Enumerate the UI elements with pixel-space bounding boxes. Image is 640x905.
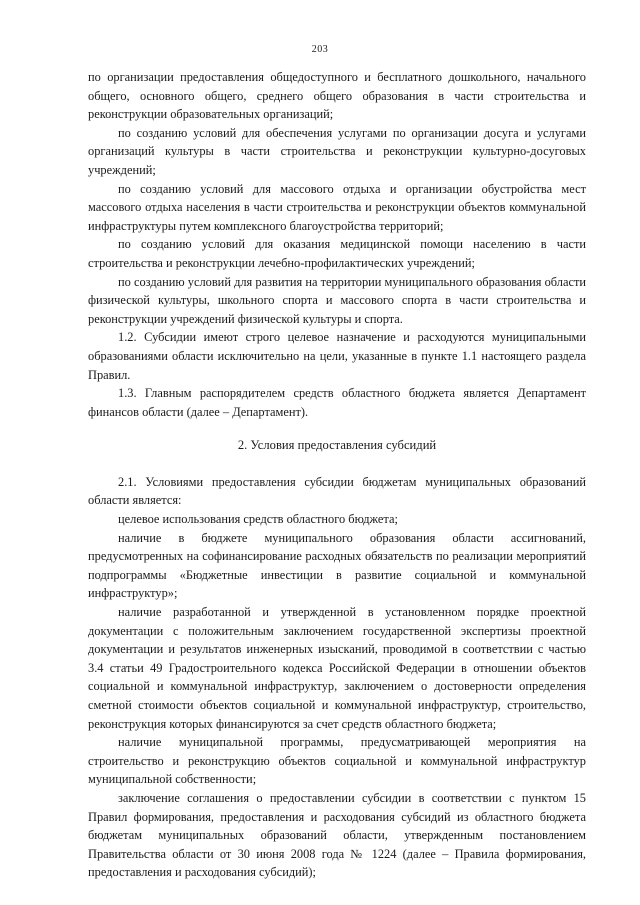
section-heading: 2. Условия предоставления субсидий — [237, 438, 437, 453]
document-body — [88, 68, 586, 882]
paragraph: 1.3. Главным распорядителем средств областного бюджета является Департамент финансов области (далее – Департамент). — [88, 386, 586, 419]
paragraph: по созданию условий для массового отдыха и организации обустройства мест массового отдыха населения в части строительства и реконструкции объектов коммунальной инфраструктуры путем комплексного благоустройства территорий; — [88, 181, 586, 233]
paragraph: по созданию условий для обеспечения услугами по организации досуга и услугами организаций культуры в части строительства и реконструкции культурно-досуговых учреждений; — [88, 125, 586, 177]
paragraph: по созданию условий для развития на территории муниципального образования области физической культуры, школьного спорта и массового спорта в части строительства и реконструкции учреждений физической культуры и спорта. — [88, 274, 586, 326]
paragraph: наличие в бюджете муниципального образования области ассигнований, предусмотренных на софинансирование расходных обязательств по реализации мероприятий подпрограммы «Бюджетные инвестиции в развитие социальной и коммунальной инфраструктур»; — [88, 530, 586, 601]
paragraph: по созданию условий для оказания медицинской помощи населению в части строительства и реконструкции лечебно-профилактических учреждений; — [88, 237, 586, 270]
paragraph: заключение соглашения о предоставлении субсидии в соответствии с пунктом 15 Правил формирования, предоставления и расходования субсидий из областного бюджета бюджетам муниципальных образований области, утвержденным постановлением Правительства области от 30 июня 2008 года № 1224 (далее – Правила формирования, предоставления и расходования субсидий); — [88, 790, 586, 880]
paragraph: 2.1. Условиями предоставления субсидии бюджетам муниципальных образований области является: — [88, 474, 586, 508]
paragraph: наличие разработанной и утвержденной в установленном порядке проектной документации с положительным заключением государственной экспертизы проектной документации и результатов инженерных изысканий, проводимой в соответствии с частью 3.4 статьи 49 Градостроительного кодекса Российской Федерации в отношении объектов социальной и коммунальной инфраструктур, заключением о достоверности определения сметной стоимости объектов социальной и коммунальной инфраструктур, строительство, реконструкция которых финансируются за счет средств областного бюджета; — [88, 605, 586, 731]
paragraph: наличие муниципальной программы, предусматривающей мероприятия на строительство и реконструкцию объектов социальной и коммунальной инфраструктур муниципальной собственности; — [88, 735, 586, 787]
page-number: 203 — [311, 44, 329, 55]
paragraph: 1.2. Субсидии имеют строго целевое назначение и расходуются муниципальными образованиями области исключительно на цели, указанные в пункте 1.1 настоящего раздела Правил. — [88, 330, 586, 382]
paragraph: по организации предоставления общедоступного и бесплатного дошкольного, начального общего, основного общего, среднего общего образования в части строительства и реконструкции образовательных организаций; — [88, 70, 586, 122]
paragraph: целевое использования средств областного бюджета; — [118, 512, 398, 527]
